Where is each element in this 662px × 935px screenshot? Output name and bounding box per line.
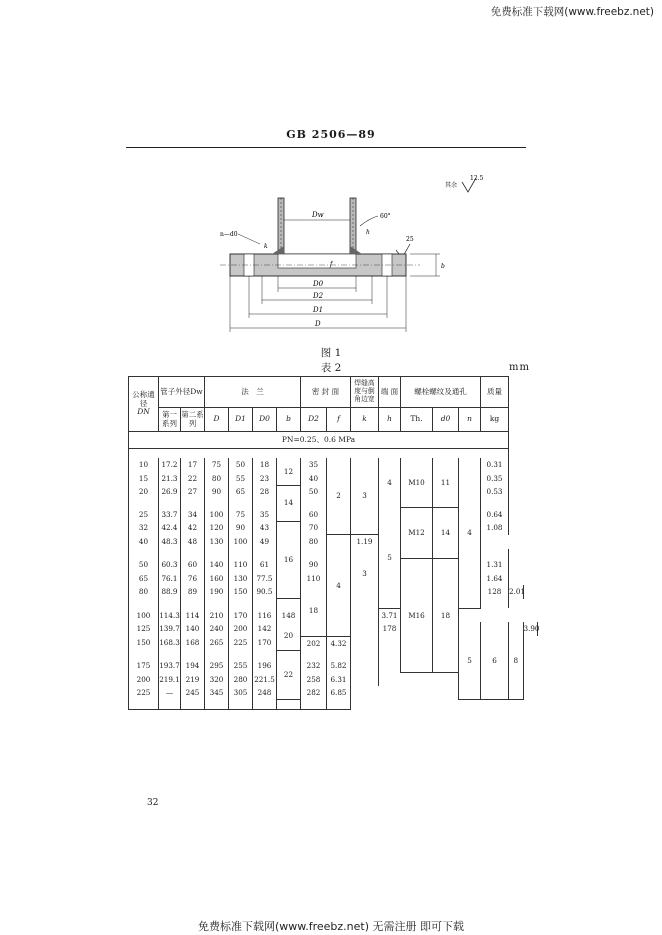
cell-s2: 22 [181,472,205,486]
cell-dn: 225 [129,686,159,700]
cell-b: 14 [277,485,301,521]
cell-h: 6 [481,622,509,699]
th-sealing: 密 封 面 [301,377,351,408]
angle-label: 60° [380,213,391,220]
surface-value: 25 [406,236,414,243]
cell-D: 100 [205,508,229,522]
cell-D0: 43 [253,521,277,535]
watermark-bottom: 免费标准下载网(www.freebz.net) 无需注册 即可下载 [197,920,465,933]
cell-D0: 49 [253,535,277,549]
b-label: b [441,263,445,270]
cell-D: 210 [205,608,229,622]
cell-d0: 14 [433,508,459,558]
th-Th: Th. [401,408,433,432]
cell-D: 120 [205,521,229,535]
cell-kg: 6.85 [327,686,351,700]
roughness-note: 其余 [445,182,458,189]
cell-dn: 15 [129,472,159,486]
cell-n: 8 [509,622,523,699]
cell-kg: 2.01 [509,585,523,599]
th-D0: D0 [253,408,277,432]
page-number: 32 [147,798,159,808]
cell-dn: 175 [129,659,159,673]
cell-kg: 1.19 [351,535,379,549]
cell-s2: 219 [181,673,205,687]
cell-kg: 6.31 [327,673,351,687]
d2-label: D2 [313,292,324,300]
cell-D: 320 [205,673,229,687]
cell-D: 90 [205,485,229,499]
cell-D2: 50 [301,485,327,499]
cell-b: 16 [277,521,301,598]
cell-kg: 0.35 [481,472,509,486]
cell-s1: 193.7 [159,659,181,673]
cell-dn: 20 [129,485,159,499]
cell-s1: 60.3 [159,558,181,572]
cell-D1: 100 [229,535,253,549]
th-k: k [351,408,379,432]
cell-kg: 0.31 [481,458,509,472]
cell-th: M12 [401,508,433,558]
cell-D0: 61 [253,558,277,572]
cell-s1: 26.9 [159,485,181,499]
th-end: 端 面 [379,377,401,408]
cell-k: 5 [459,622,481,699]
flange-table [128,376,538,710]
watermark-top: 免费标准下载网(www.freebz.net) [490,6,654,18]
cell-D2: 110 [301,572,327,586]
cell-kg: 0.64 [481,508,509,522]
pressure-row: PN=0.25、0.6 MPa [129,432,509,449]
cell-dn: 25 [129,508,159,522]
cell-D2: 60 [301,508,327,522]
cell-D1: 280 [229,673,253,687]
cell-D2: 128 [481,585,509,599]
cell-D0: 116 [253,608,277,622]
cell-s1: 76.1 [159,572,181,586]
cell-D2: 202 [301,636,327,650]
cell-D1: 255 [229,659,253,673]
cell-s2: 89 [181,585,205,599]
cell-kg: 1.31 [481,558,509,572]
cell-D: 75 [205,458,229,472]
cell-s2: 42 [181,521,205,535]
figure-caption: 图 1 [320,347,342,359]
header-rule [126,147,526,148]
h-label: h [366,229,370,236]
cell-s2: 17 [181,458,205,472]
cell-dn: 40 [129,535,159,549]
standard-number: GB 2506—89 [286,128,376,141]
cell-b: 20 [277,622,301,650]
cell-s2: 140 [181,622,205,636]
cell-D: 130 [205,535,229,549]
cell-b: 22 [277,650,301,700]
cell-kg: 0.53 [481,485,509,499]
th-flange: 法 兰 [205,377,301,408]
cell-D1: 75 [229,508,253,522]
cell-D1: 50 [229,458,253,472]
th-weld: 焊缝高度与倒角边宽 [351,377,379,408]
flange-diagram [200,170,510,345]
cell-s2: 194 [181,659,205,673]
cell-s2: 48 [181,535,205,549]
cell-s2: 76 [181,572,205,586]
k-label: k [264,243,268,250]
cell-h: 5 [379,508,401,609]
cell-f: 2 [327,458,351,535]
cell-kg: 4.32 [327,636,351,650]
th-mass: 质量 [481,377,509,408]
cell-D2: 232 [301,659,327,673]
cell-D0: 196 [253,659,277,673]
cell-D2: 258 [301,673,327,687]
cell-s1: 21.3 [159,472,181,486]
th-bolt: 螺栓螺纹及通孔 [401,377,481,408]
cell-b: 12 [277,458,301,485]
cell-D2: 70 [301,521,327,535]
th-series1: 第一系列 [159,408,181,432]
th-nominal-sym: DN [137,407,150,417]
th-n: n [459,408,481,432]
cell-D0: 170 [253,636,277,650]
cell-D: 345 [205,686,229,700]
cell-D1: 305 [229,686,253,700]
th-nominal-text: 公称通径 [132,390,155,408]
cell-D0: 18 [253,458,277,472]
cell-s2: 114 [181,608,205,622]
cell-th: M16 [401,558,433,673]
cell-D1: 130 [229,572,253,586]
cell-D1: 200 [229,622,253,636]
cell-D0: 248 [253,686,277,700]
cell-dn: 125 [129,622,159,636]
cell-d0: 11 [433,458,459,508]
th-d0: d0 [433,408,459,432]
cell-D: 295 [205,659,229,673]
cell-D0: 77.5 [253,572,277,586]
cell-D1: 170 [229,608,253,622]
th-D2: D2 [301,408,327,432]
th-f: f [327,408,351,432]
cell-b: 18 [301,585,327,636]
cell-D2: 178 [379,622,401,636]
cell-s1: 168.3 [159,636,181,650]
cell-s1: 42.4 [159,521,181,535]
cell-D0: 221.5 [253,673,277,687]
th-series2: 第二系列 [181,408,205,432]
cell-s2: 27 [181,485,205,499]
cell-D0: 142 [253,622,277,636]
th-h: h [379,408,401,432]
cell-k: 4 [327,535,351,636]
d-label: D [315,320,321,328]
th-pipe-od: 管子外径Dw [159,377,205,408]
th-nominal [129,377,159,432]
cell-dn: 80 [129,585,159,599]
cell-s2: 34 [181,508,205,522]
cell-D2: 40 [301,472,327,486]
cell-th: M10 [401,458,433,508]
cell-dn: 10 [129,458,159,472]
d0-label: D0 [313,280,324,288]
cell-s2: 168 [181,636,205,650]
cell-f-blank [351,608,379,686]
cell-D2: 80 [301,535,327,549]
cell-kg: 3.90 [523,622,538,636]
cell-f: 3 [351,549,379,599]
cell-D: 265 [205,636,229,650]
cell-kg: 3.71 [379,608,401,622]
cell-D1: 55 [229,472,253,486]
cell-s1: 48.3 [159,535,181,549]
cell-s1: 17.2 [159,458,181,472]
cell-D2: 282 [301,686,327,700]
cell-dn: 32 [129,521,159,535]
cell-D: 240 [205,622,229,636]
th-b: b [277,408,301,432]
cell-D0: 23 [253,472,277,486]
cell-D2: 90 [301,558,327,572]
table-row [129,458,538,472]
roughness-value: 12.5 [470,175,484,182]
cell-kg: 5.82 [327,659,351,673]
table-unit: mm [509,362,530,373]
table-caption: 表 2 [320,362,342,374]
cell-dn: 150 [129,636,159,650]
cell-s1: — [159,686,181,700]
cell-D: 140 [205,558,229,572]
th-D1: D1 [229,408,253,432]
cell-s1: 139.7 [159,622,181,636]
cell-dn: 50 [129,558,159,572]
cell-kg: 1.08 [481,521,509,535]
cell-d0: 18 [433,558,459,673]
cell-D2: 148 [277,608,301,622]
cell-s2: 60 [181,558,205,572]
cell-s2: 245 [181,686,205,700]
cell-D2: 35 [301,458,327,472]
dw-label: Dw [312,211,324,219]
cell-h: 4 [379,458,401,508]
cell-s1: 88.9 [159,585,181,599]
cell-D0: 90.5 [253,585,277,599]
cell-D1: 225 [229,636,253,650]
cell-D: 80 [205,472,229,486]
cell-D0: 28 [253,485,277,499]
cell-D1: 90 [229,521,253,535]
cell-dn: 200 [129,673,159,687]
cell-D: 160 [205,572,229,586]
n-d0-label: n—d0 [220,231,238,238]
cell-kg: 1.64 [481,572,509,586]
d1-label: D1 [313,306,324,314]
cell-D0: 35 [253,508,277,522]
cell-k: 3 [351,458,379,535]
cell-D1: 110 [229,558,253,572]
f-label: f [330,261,333,268]
cell-D1: 150 [229,585,253,599]
th-D: D [205,408,229,432]
th-kg: kg [481,408,509,432]
cell-s1: 33.7 [159,508,181,522]
cell-dn: 100 [129,608,159,622]
cell-s1: 219.1 [159,673,181,687]
cell-D: 190 [205,585,229,599]
cell-n: 4 [459,458,481,608]
cell-dn: 65 [129,572,159,586]
cell-s1: 114.3 [159,608,181,622]
cell-D1: 65 [229,485,253,499]
